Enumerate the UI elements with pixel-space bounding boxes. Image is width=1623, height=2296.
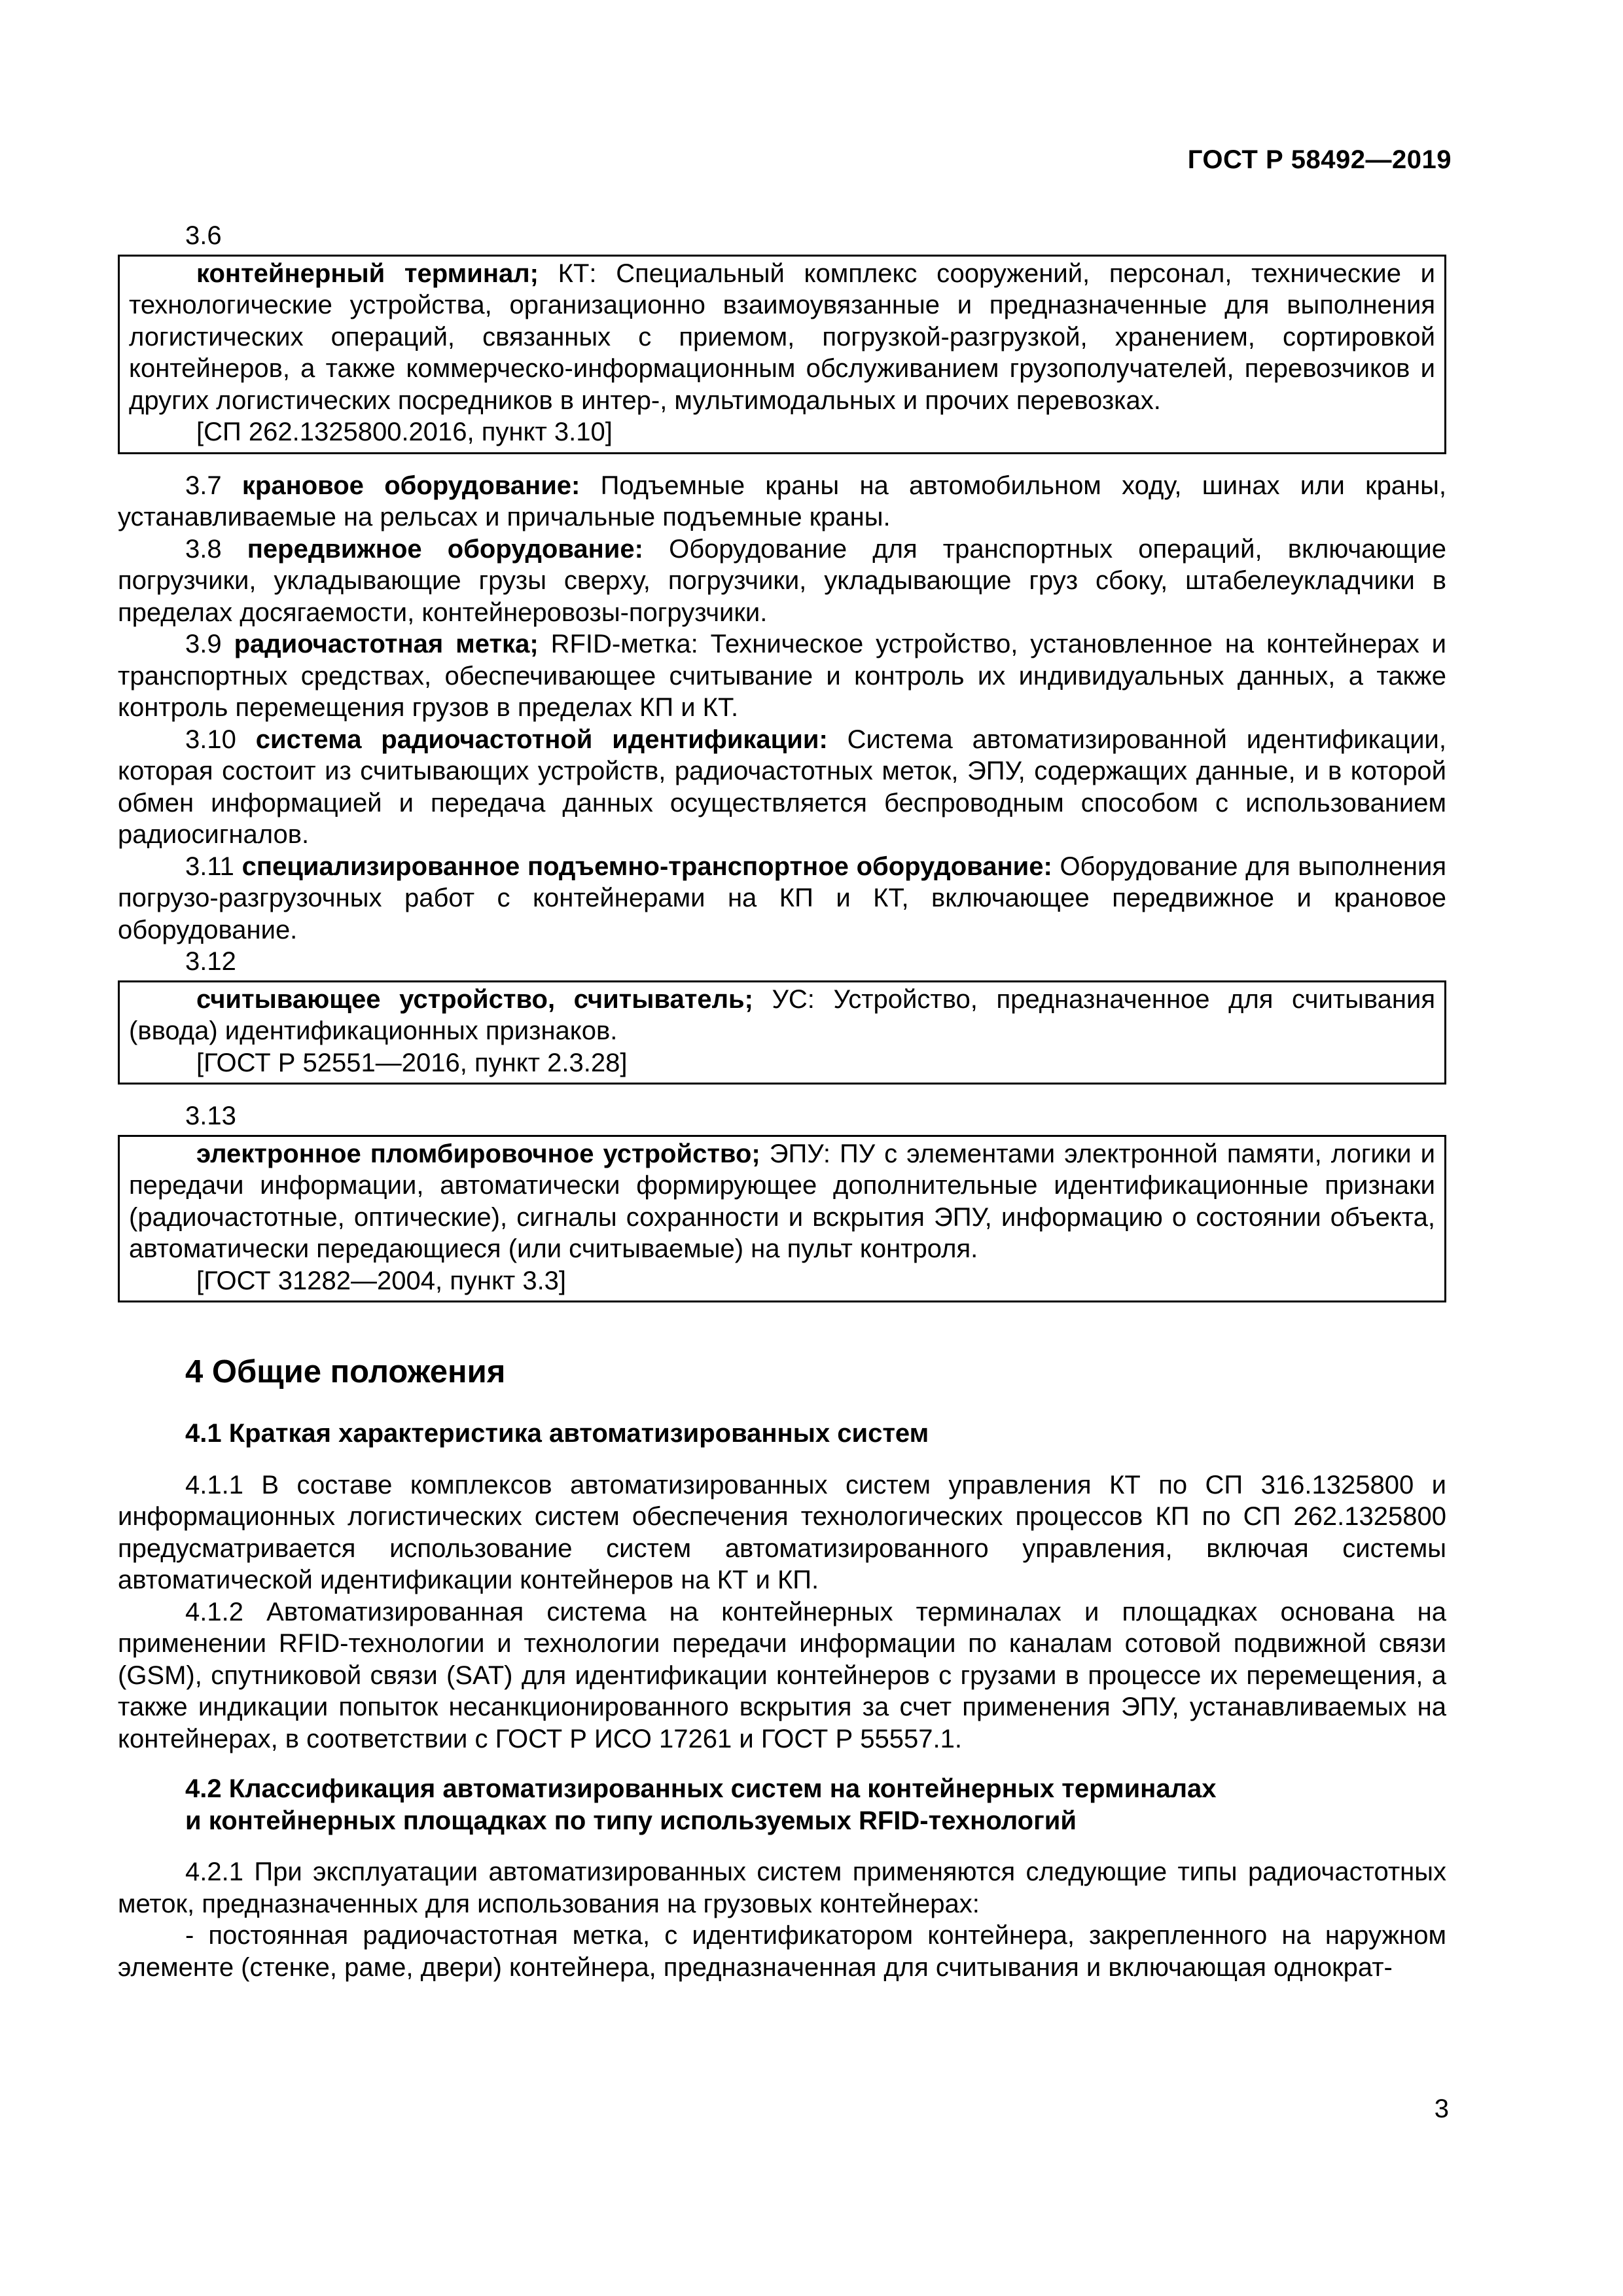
term-number-3-13: 3.13 [185, 1102, 236, 1130]
subsection-4-2-title [118, 1773, 1446, 1837]
document-body [118, 220, 1446, 1983]
page-number: 3 [1434, 2094, 1449, 2123]
term-definition-3-6 [129, 258, 1435, 417]
subsection-4-1-title: 4.1 Краткая характеристика автоматизированных систем [185, 1419, 929, 1448]
term-text: ЭПУ: ПУ с элементами электронной памяти, логики и передачи информации, автоматически формирующее дополнительные идентификационные признаки (радиочастотные, оптические), сигналы сохранности и вскрытия ЭПУ, информацию о состоянии объекта, автоматически передающиеся (или считываемые) на пульт контроля. [129, 1139, 1435, 1263]
subsection-4-2-title-line1: 4.2 Классификация автоматизированных систем на контейнерных терминалах [185, 1774, 1217, 1803]
term-box-3-6 [118, 255, 1446, 454]
term-text: Система автоматизированной идентификации, которая состоит из считывающих устройств, радиочастотных меток, ЭПУ, содержащих данные, и в которой обмен информацией и передача данных осуществляется беспроводным способом с использованием радиосигналов. [118, 725, 1446, 849]
term-text: Оборудование для выполнения погрузо-разгрузочных работ с контейнерами на КП и КТ, включающее передвижное и крановое оборудование. [118, 852, 1446, 944]
term-number: 3.10 [185, 725, 236, 754]
term-number: 3.11 [185, 852, 234, 881]
term-text: RFID-метка: Техническое устройство, установленное на контейнерах и транспортных средствах, обеспечивающее считывание и контроль их индивидуальных данных, а также контроль перемещения грузов в пределах КП и КТ. [118, 630, 1446, 722]
term-name: специализированное подъемно-транспортное оборудование: [241, 852, 1052, 881]
subsection-4-2-title-line2: и контейнерных площадках по типу используемых RFID-технологий [185, 1806, 1077, 1835]
term-reference-3-6: [СП 262.1325800.2016, пункт 3.10] [196, 418, 613, 446]
term-definition-3-12 [129, 984, 1435, 1047]
term-number-3-12: 3.12 [185, 947, 236, 976]
term-reference-3-13: [ГОСТ 31282—2004, пункт 3.3] [196, 1266, 567, 1295]
term-text: Оборудование для транспортных операций, включающие погрузчики, укладывающие грузы сверху, погрузчики, укладывающие груз сбоку, штабелеукладчики в пределах досягаемости, контейнеровозы-погрузчики. [118, 534, 1446, 627]
term-text: КТ: Специальный комплекс сооружений, персонал, технические и технологические устройства, организационно взаимоувязанные и предназначенные для выполнения логистических операций, связанных с приемом, погрузкой-разгрузкой, хранением, сортировкой контейнеров, а также коммерческо-информационным обслуживанием грузополучателей, перевозчиков и других логистических посредников в интер-, мультимодальных и прочих перевозках. [129, 259, 1435, 415]
term-name: контейнерный терминал; [196, 259, 539, 288]
term-name: передвижное оборудование: [247, 534, 643, 564]
term-definition-3-7 [118, 470, 1446, 533]
term-name: система радиочастотной идентификации: [255, 725, 828, 754]
term-name: радиочастотная метка; [234, 630, 539, 658]
term-definition-3-10 [118, 724, 1446, 851]
term-definition-3-11 [118, 851, 1446, 946]
term-definition-3-9 [118, 628, 1446, 724]
term-name: крановое оборудование: [241, 471, 580, 500]
term-name: электронное пломбировочное устройство; [196, 1139, 760, 1168]
term-number: 3.7 [185, 471, 222, 500]
term-number-3-6: 3.6 [185, 221, 222, 250]
paragraph-4-2-1: 4.2.1 При эксплуатации автоматизированных систем применяются следующие типы радиочастотных меток, предназначенных для использования на грузовых контейнерах: [118, 1857, 1446, 1918]
term-text: Подъемные краны на автомобильном ходу, шинах или краны, устанавливаемые на рельсах и причальные подъемные краны. [118, 471, 1447, 531]
term-reference-3-12: [ГОСТ Р 52551—2016, пункт 2.3.28] [196, 1048, 628, 1077]
term-number: 3.8 [185, 534, 222, 564]
term-definition-3-13 [129, 1138, 1435, 1265]
document-header-code: ГОСТ Р 58492—2019 [1187, 145, 1452, 174]
term-name: считывающее устройство, считыватель; [196, 984, 753, 1014]
term-box-3-12 [118, 980, 1446, 1085]
term-number: 3.9 [185, 630, 222, 658]
paragraph-4-1-2: 4.1.2 Автоматизированная система на контейнерных терминалах и площадках основана на применении RFID-технологии и технологии передачи информации по каналам сотовой подвижной связи (GSM), спутниковой связи (SAT) для идентификации контейнеров с грузами в процессе их перемещения, а также индикации попыток несанкционированного вскрытия за счет применения ЭПУ, устанавливаемых на контейнерах, в соответствии с ГОСТ Р ИСО 17261 и ГОСТ Р 55557.1. [118, 1597, 1446, 1753]
term-definition-3-8 [118, 533, 1446, 629]
term-text: УС: Устройство, предназначенное для считывания (ввода) идентификационных признаков. [129, 984, 1436, 1045]
paragraph-4-1-1: 4.1.1 В составе комплексов автоматизированных систем управления КТ по СП 316.1325800 и информационных логистических систем обеспечения технологических процессов КП по СП 262.1325800 предусматривается использование систем автоматизированного управления, включая системы автоматической идентификации контейнеров на КТ и КП. [118, 1470, 1446, 1594]
section-4-title: 4 Общие положения [185, 1354, 506, 1390]
list-item-permanent-tag: - постоянная радиочастотная метка, с идентификатором контейнера, закрепленного на наружном элементе (стенке, раме, двери) контейнера, предназначенная для считывания и включающая однократ- [118, 1921, 1446, 1982]
term-box-3-13 [118, 1135, 1446, 1303]
